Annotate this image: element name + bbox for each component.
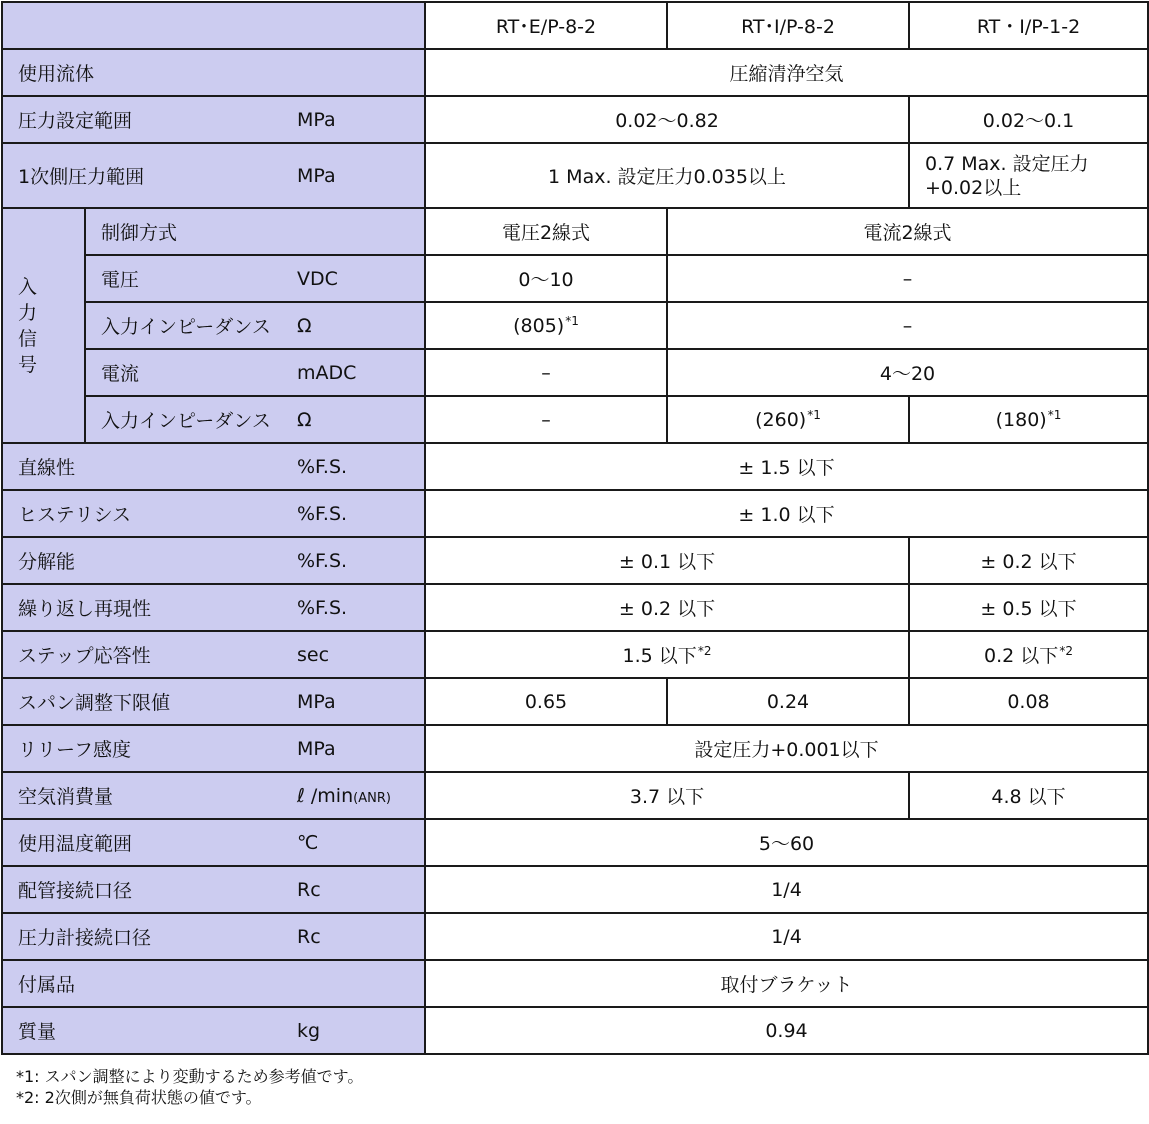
value-cell (909, 396, 1148, 443)
unit-cell: ℃ (282, 819, 425, 866)
value-cell: 4.8 以下 (909, 772, 1148, 819)
row-primary-pressure (2, 143, 1148, 208)
unit-cell: Ω (282, 302, 425, 349)
unit-cell: %F.S. (282, 537, 425, 584)
unit-cell (282, 208, 425, 255)
footnotes (16, 1066, 363, 1108)
row-label: 直線性 (2, 443, 282, 490)
model-rte-p-8-2: RT･E/P-8-2 (425, 2, 667, 49)
unit-cell: %F.S. (282, 584, 425, 631)
unit-cell: MPa (282, 143, 425, 208)
row-label: 空気消費量 (2, 772, 282, 819)
value-cell: 0.65 (425, 678, 667, 725)
row-label: 制御方式 (85, 208, 282, 255)
row-weight (2, 1007, 1148, 1054)
value-cell: ± 0.1 以下 (425, 537, 909, 584)
row-voltage (2, 255, 1148, 302)
unit-cell: sec (282, 631, 425, 678)
value-cell: 0.02～0.82 (425, 96, 909, 143)
row-label: 配管接続口径 (2, 866, 282, 913)
value-cell: 0.08 (909, 678, 1148, 725)
value-cell: 4～20 (667, 349, 1148, 396)
row-label: 付属品 (2, 960, 425, 1007)
row-step-response (2, 631, 1148, 678)
model-rti-p-1-2: RT・I/P-1-2 (909, 2, 1148, 49)
row-label: 電流 (85, 349, 282, 396)
value-cell: 1 Max. 設定圧力0.035以上 (425, 143, 909, 208)
value-cell: 0.02～0.1 (909, 96, 1148, 143)
value-cell: 0.24 (667, 678, 909, 725)
row-label: 電圧 (85, 255, 282, 302)
row-linearity (2, 443, 1148, 490)
unit-cell: mADC (282, 349, 425, 396)
unit-sub: (ANR) (353, 790, 391, 806)
row-impedance-voltage (2, 302, 1148, 349)
row-hysteresis (2, 490, 1148, 537)
value-text: 1.5 以下 (622, 645, 697, 667)
value-cell: 5～60 (425, 819, 1148, 866)
value-text: (805) (513, 315, 565, 337)
footnote-2: *2: 2次側が無負荷状態の値です。 (16, 1088, 262, 1107)
unit-cell: MPa (282, 725, 425, 772)
value-cell: ± 0.2 以下 (909, 537, 1148, 584)
row-label: 質量 (2, 1007, 282, 1054)
value-cell: – (425, 396, 667, 443)
value-cell: 設定圧力+0.001以下 (425, 725, 1148, 772)
unit-cell: kg (282, 1007, 425, 1054)
value-cell: ± 1.0 以下 (425, 490, 1148, 537)
row-current (2, 349, 1148, 396)
row-label: 使用流体 (2, 49, 425, 96)
row-relief (2, 725, 1148, 772)
row-fluid (2, 49, 1148, 96)
spec-table (1, 1, 1149, 1055)
unit-cell: MPa (282, 678, 425, 725)
value-cell: 0.94 (425, 1007, 1148, 1054)
value-cell (425, 631, 909, 678)
row-label: ステップ応答性 (2, 631, 282, 678)
row-label: 繰り返し再現性 (2, 584, 282, 631)
row-label: 使用温度範囲 (2, 819, 282, 866)
model-rti-p-8-2: RT･I/P-8-2 (667, 2, 909, 49)
value-cell: 圧縮清浄空気 (425, 49, 1148, 96)
value-text: (260) (755, 409, 807, 431)
row-repeatability (2, 584, 1148, 631)
value-cell: ± 0.2 以下 (425, 584, 909, 631)
footnote-mark: *1 (1047, 408, 1062, 422)
row-label: 1次側圧力範囲 (2, 143, 282, 208)
value-cell: 1/4 (425, 913, 1148, 960)
value-cell: – (667, 302, 1148, 349)
row-resolution (2, 537, 1148, 584)
footnote-mark: *1 (565, 314, 579, 328)
value-cell (667, 396, 909, 443)
unit-cell: %F.S. (282, 490, 425, 537)
unit-cell: VDC (282, 255, 425, 302)
value-cell: 1/4 (425, 866, 1148, 913)
footnote-1: *1: スパン調整により変動するため参考値です。 (16, 1067, 364, 1086)
unit-cell: Rc (282, 866, 425, 913)
input-signal-group-label: 入力 信号 (2, 208, 85, 443)
header-blank-cell (2, 2, 425, 49)
unit-cell: Ω (282, 396, 425, 443)
row-label: スパン調整下限値 (2, 678, 282, 725)
value-cell: ± 0.5 以下 (909, 584, 1148, 631)
value-cell: – (667, 255, 1148, 302)
value-cell: ± 1.5 以下 (425, 443, 1148, 490)
footnote-mark: *2 (697, 644, 712, 658)
footnote-mark: *1 (807, 408, 821, 422)
row-label: 入力インピーダンス (85, 302, 282, 349)
value-cell: – (425, 349, 667, 396)
row-pressure-range (2, 96, 1148, 143)
row-label: リリーフ感度 (2, 725, 282, 772)
value-cell: 3.7 以下 (425, 772, 909, 819)
unit-cell: %F.S. (282, 443, 425, 490)
row-label: 入力インピーダンス (85, 396, 282, 443)
value-cell (909, 631, 1148, 678)
unit-cell: MPa (282, 96, 425, 143)
row-control-method (2, 208, 1148, 255)
value-cell: 電流2線式 (667, 208, 1148, 255)
row-label: ヒステリシス (2, 490, 282, 537)
unit-main: ℓ /min (297, 784, 354, 807)
row-temp-range (2, 819, 1148, 866)
value-text: 0.2 以下 (984, 645, 1059, 667)
value-cell: 取付ブラケット (425, 960, 1148, 1007)
value-cell: 0.7 Max. 設定圧力 +0.02以上 (909, 143, 1148, 208)
header-row (2, 2, 1148, 49)
row-label: 分解能 (2, 537, 282, 584)
row-label: 圧力計接続口径 (2, 913, 282, 960)
row-gauge-port (2, 913, 1148, 960)
row-air-consumption (2, 772, 1148, 819)
row-pipe-port (2, 866, 1148, 913)
value-cell: 電圧2線式 (425, 208, 667, 255)
unit-cell: Rc (282, 913, 425, 960)
value-text: (180) (995, 409, 1047, 431)
value-cell (425, 302, 667, 349)
row-impedance-current (2, 396, 1148, 443)
footnote-mark: *2 (1059, 644, 1073, 658)
row-accessory (2, 960, 1148, 1007)
row-label: 圧力設定範囲 (2, 96, 282, 143)
unit-cell (282, 772, 425, 819)
value-cell: 0～10 (425, 255, 667, 302)
row-span-min (2, 678, 1148, 725)
